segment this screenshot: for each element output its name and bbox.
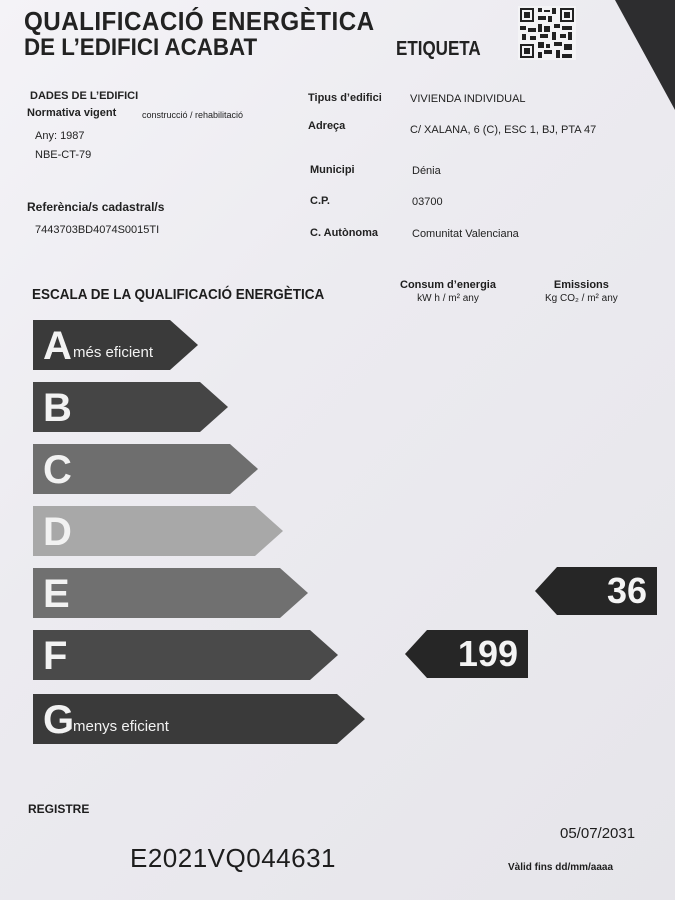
consumption-value: 199	[457, 633, 518, 674]
rating-bar-arrow	[33, 630, 338, 680]
postal-code-label: C.P.	[310, 195, 330, 207]
rating-bar-shape	[33, 630, 338, 680]
consumption-unit: kW h / m² any	[417, 293, 479, 304]
rating-bar-b	[33, 382, 228, 432]
rating-caption: menys eficient	[73, 718, 169, 735]
rating-letter: B	[43, 386, 72, 430]
title-line-1: QUALIFICACIÓ ENERGÈTICA	[24, 6, 375, 36]
emissions-unit: Kg CO₂ / m² any	[545, 293, 618, 304]
page-corner-shadow	[615, 0, 675, 110]
municipality-label: Municipi	[310, 164, 355, 176]
valid-until-label: Vàlid fins dd/mm/aaaa	[508, 862, 614, 873]
registry-number: E2021VQ044631	[130, 843, 337, 873]
rating-letter: D	[43, 510, 72, 554]
consumption-header	[400, 278, 496, 306]
rating-letter: G	[43, 698, 75, 742]
rating-bar-d	[33, 506, 283, 556]
rating-bar-e	[33, 568, 308, 618]
rating-bar-f	[33, 630, 338, 680]
registry-label: REGISTRE	[28, 802, 90, 816]
building-type-value: VIVIENDA INDIVIDUAL	[410, 93, 526, 105]
cadastral-value: 7443703BD4074S0015TI	[35, 224, 160, 236]
building-data-heading: DADES DE L’EDIFICI	[30, 90, 139, 102]
normativa-label: Normativa vigent	[27, 107, 117, 119]
emissions-value: 36	[606, 570, 647, 611]
rating-bar-c	[33, 444, 258, 494]
region-value: Comunitat Valenciana	[412, 228, 519, 240]
consumption-rating-arrow	[405, 630, 528, 678]
rating-caption: més eficient	[73, 344, 154, 361]
rating-bar-g	[33, 694, 365, 744]
rating-letter: C	[43, 448, 72, 492]
construction-year: Any: 1987	[35, 130, 85, 142]
normativa-value: construcció / rehabilitació	[142, 110, 244, 120]
scale-title: ESCALA DE LA QUALIFICACIÓ ENERGÈTICA	[32, 286, 325, 303]
valid-until-date: 05/07/2031	[560, 825, 636, 842]
consumption-label: Consum d’energia	[400, 279, 496, 291]
norm-code: NBE-CT-79	[35, 149, 92, 161]
emissions-header	[545, 278, 618, 306]
emissions-rating-arrow	[535, 567, 657, 615]
postal-code-value: 03700	[412, 196, 443, 208]
rating-letter: E	[43, 572, 70, 616]
emissions-label: Emissions	[553, 279, 609, 291]
region-label: C. Autònoma	[310, 227, 379, 239]
municipality-value: Dénia	[412, 165, 441, 177]
rating-letter: A	[43, 324, 72, 368]
address-label: Adreça	[308, 120, 346, 132]
rating-letter: F	[43, 634, 68, 678]
rating-bar-arrow	[33, 568, 308, 618]
address-value: C/ XALANA, 6 (C), ESC 1, BJ, PTA 47	[410, 124, 597, 136]
building-type-label: Tipus d’edifici	[308, 92, 382, 104]
qr-code-icon	[518, 6, 576, 60]
rating-bar-shape	[33, 568, 308, 618]
etiqueta-label: ETIQUETA	[396, 38, 481, 60]
title-line-2: DE L’EDIFICI ACABAT	[24, 34, 258, 61]
cadastral-label: Referència/s cadastral/s	[27, 200, 165, 214]
rating-bar-a	[33, 320, 198, 370]
